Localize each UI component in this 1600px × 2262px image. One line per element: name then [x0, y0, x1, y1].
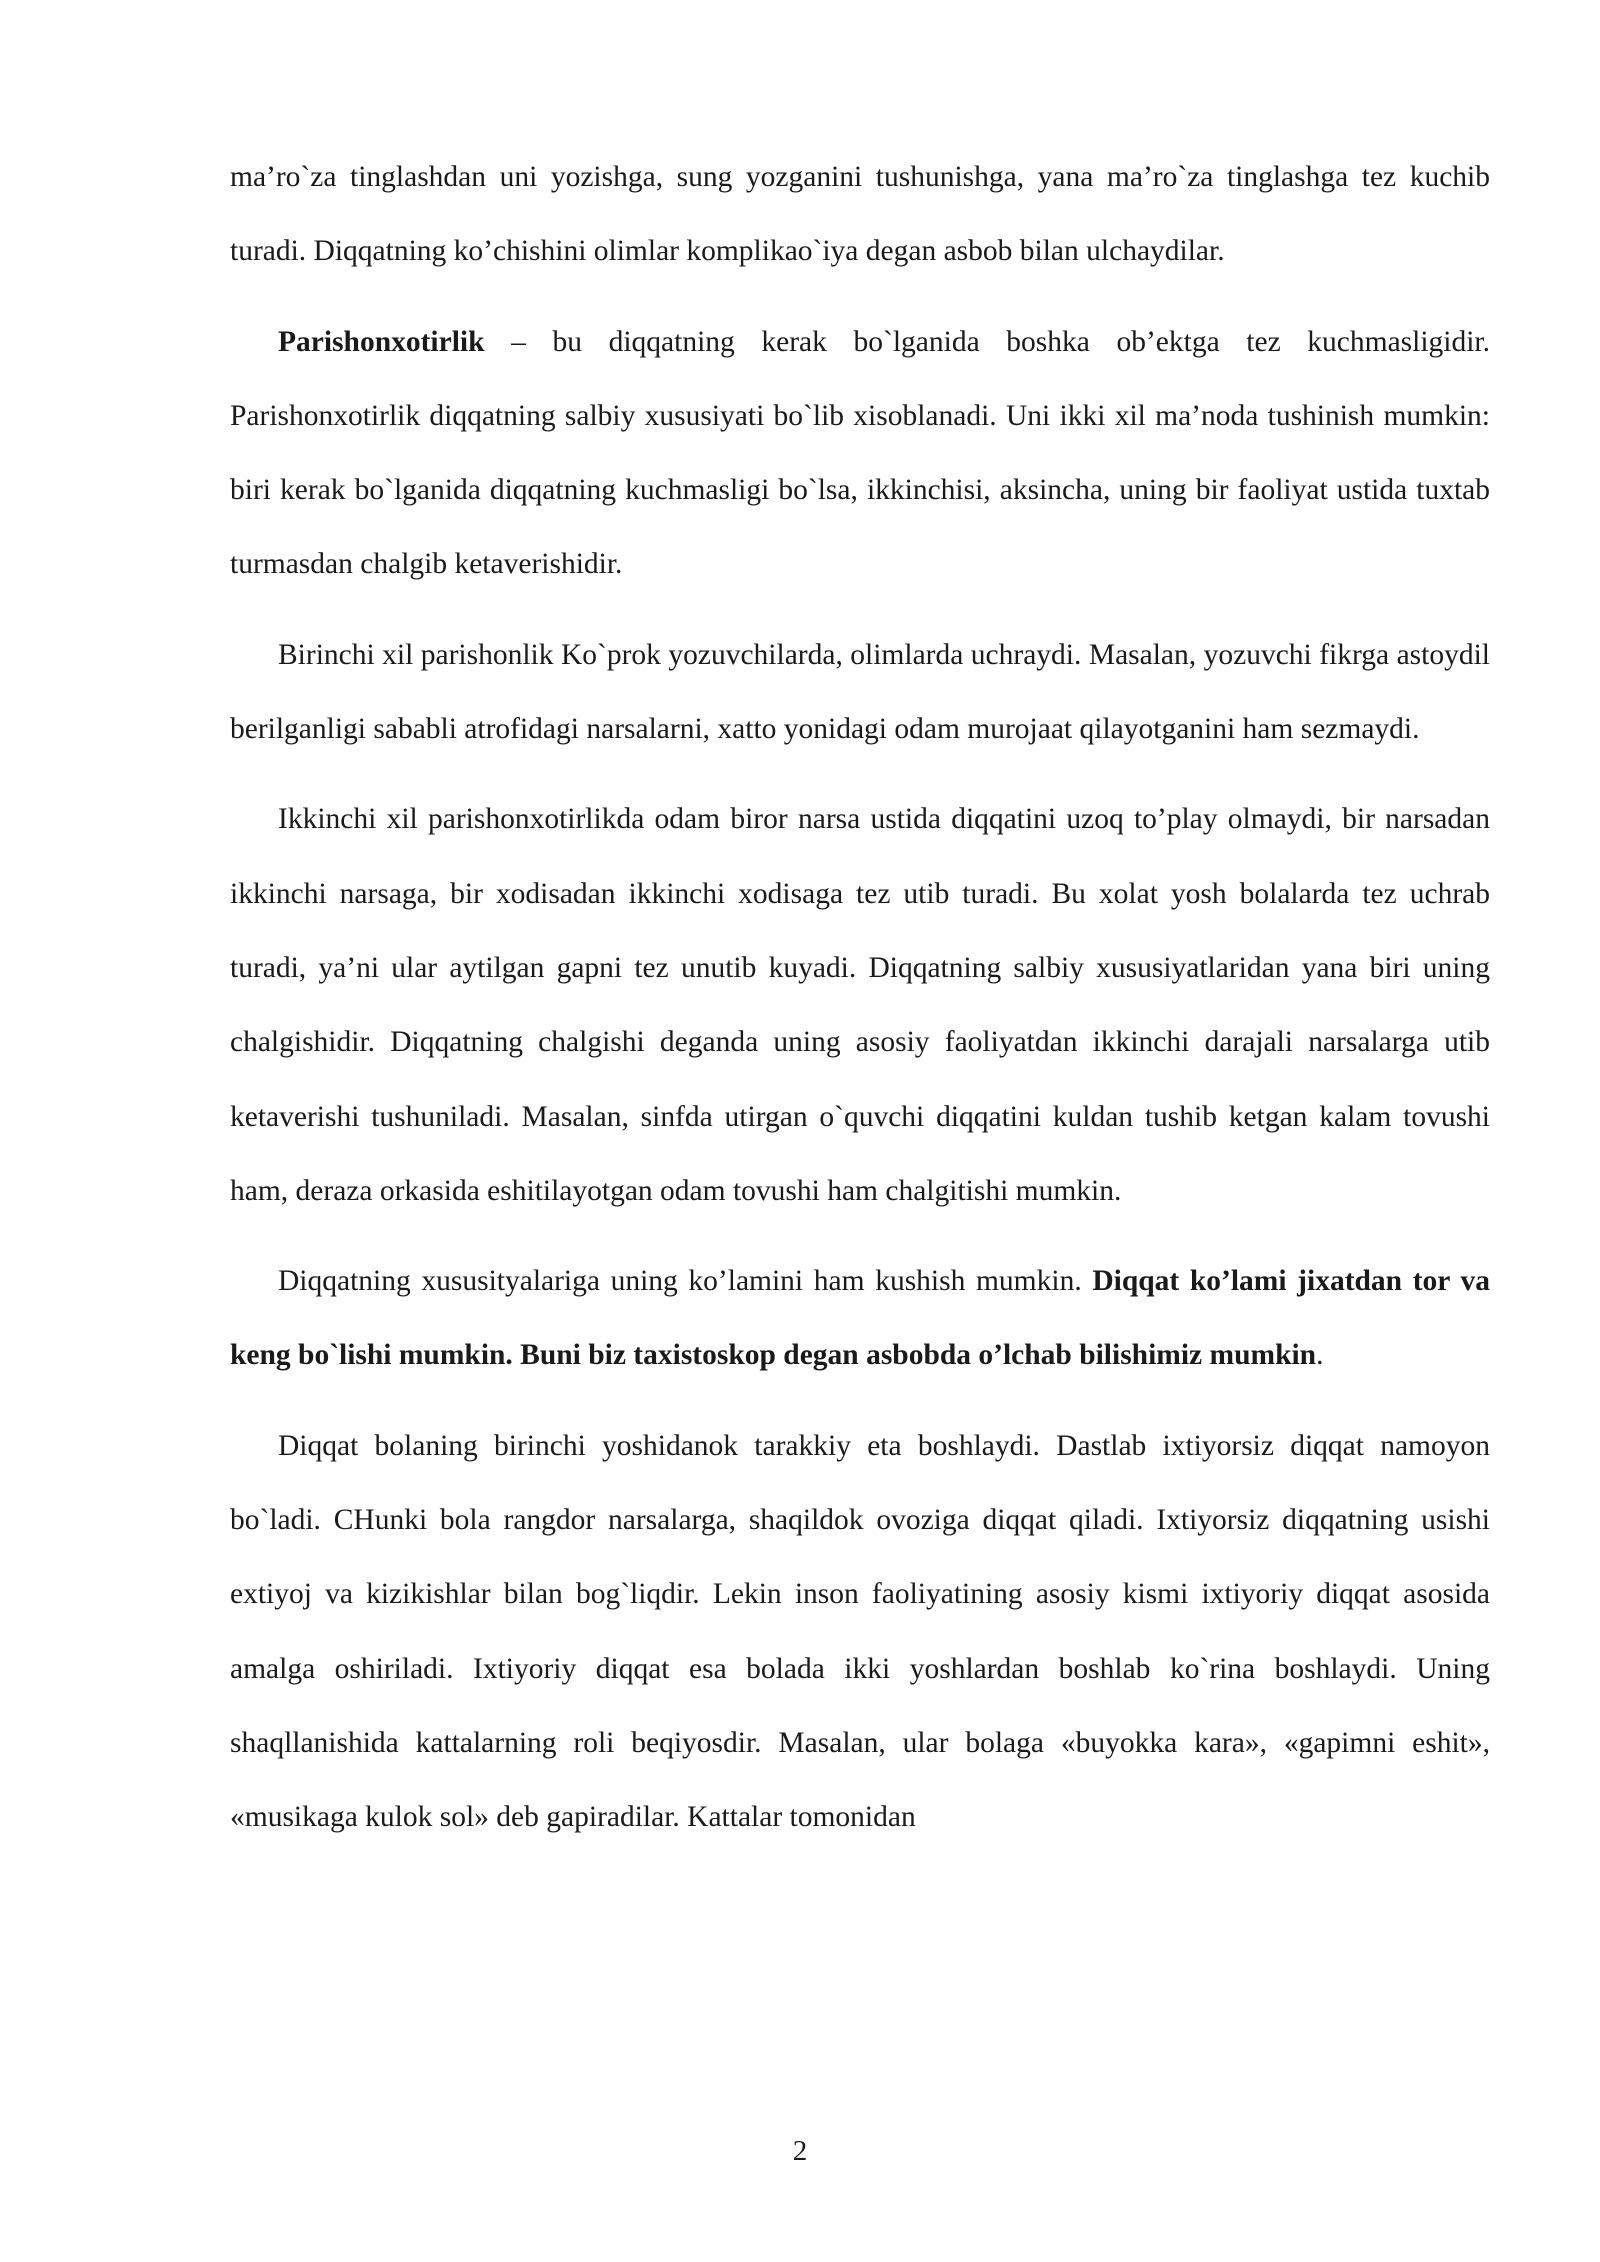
paragraph-6	[230, 1409, 1490, 1855]
paragraph-4-text: Ikkinchi xil parishonxotirlikda odam biror narsa ustida diqqatini uzoq to’play olmaydi, bir narsadan ikkinchi narsaga, bir xodisadan ikkinchi xodisaga tez utib turadi. Bu xolat yosh bolalarda tez uchrab turadi, ya’ni ular aytilgan gapni tez unutib kuyadi. Diqqatning salbiy xususiyatlaridan yana biri uning chalgishidir. Diqqatning chalgishi deganda uning asosiy faoliyatdan ikkinchi darajali narsalarga utib ketaverishi tushuniladi. Masalan, sinfda utirgan o`quvchi diqqatini kuldan tushib ketgan kalam tovushi ham, deraza orkasida eshitilayotgan odam tovushi ham chalgitishi mumkin.	[230, 803, 1490, 1207]
paragraph-3-text: Birinchi xil parishonlik Ko`prok yozuvchilarda, olimlarda uchraydi. Masalan, yozuvchi fikrga astoydil berilganligi sababli atrofidagi narsalarni, xatto yonidagi odam murojaat qilayotganini ham sezmaydi.	[230, 638, 1490, 746]
paragraph-5-text: Diqqatning xususityalariga uning ko’lamini ham kushish mumkin.	[278, 1265, 1093, 1298]
paragraph-2	[230, 305, 1490, 602]
paragraph-6-text: Diqqat bolaning birinchi yoshidanok tarakkiy eta boshlaydi. Dastlab ixtiyorsiz diqqat namoyon bo`ladi. CHunki bola rangdor narsalarga, shaqildok ovoziga diqqat qiladi. Ixtiyorsiz diqqatning usishi extiyoj va kizikishlar bilan bog`liqdir. Lekin inson faoliyatining asosiy kismi ixtiyoriy diqqat asosida amalga oshiriladi. Ixtiyoriy diqqat esa bolada ikki yoshlardan boshlab ko`rina boshlaydi. Uning shaqllanishida kattalarning roli beqiyosdir. Masalan, ular bolaga «buyokka kara», «gapimni eshit», «musikaga kulok sol» deb gapiradilar. Kattalar tomonidan	[230, 1429, 1490, 1834]
term-parishonxotirlik: Parishonxotirlik	[278, 325, 485, 358]
body-text	[230, 140, 1490, 1871]
paragraph-4	[230, 782, 1490, 1228]
paragraph-2-text: – bu diqqatning kerak bo`lganida boshka ob’ektga tez kuchmasligidir. Parishonxotirlik diqqatning salbiy xususiyati bo`lib xisoblanadi. Uni ikki xil ma’noda tushinish mumkin: biri kerak bo`lganida diqqatning kuchmasligi bo`lsa, ikkinchisi, aksincha, uning bir faoliyat ustida tuxtab turmasdan chalgib ketaverishidir.	[230, 325, 1490, 581]
page-number: 2	[792, 2135, 808, 2167]
paragraph-3	[230, 618, 1490, 767]
paragraph-5	[230, 1244, 1490, 1393]
paragraph-5-bold-statement: Diqqat ko’lami jixatdan tor va keng bo`lishi mumkin. Buni biz taxistoskop degan asbobda o’lchab bilishimiz mumkin	[230, 1265, 1490, 1372]
paragraph-1-text: ma’ro`za tinglashdan uni yozishga, sung yozganini tushunishga, yana ma’ro`za tinglashga tez kuchib turadi. Diqqatning ko’chishini olimlar komplikao`iya degan asbob bilan ulchaydilar.	[230, 161, 1490, 268]
paragraph-1	[230, 140, 1490, 289]
paragraph-5-period: .	[1316, 1339, 1324, 1372]
